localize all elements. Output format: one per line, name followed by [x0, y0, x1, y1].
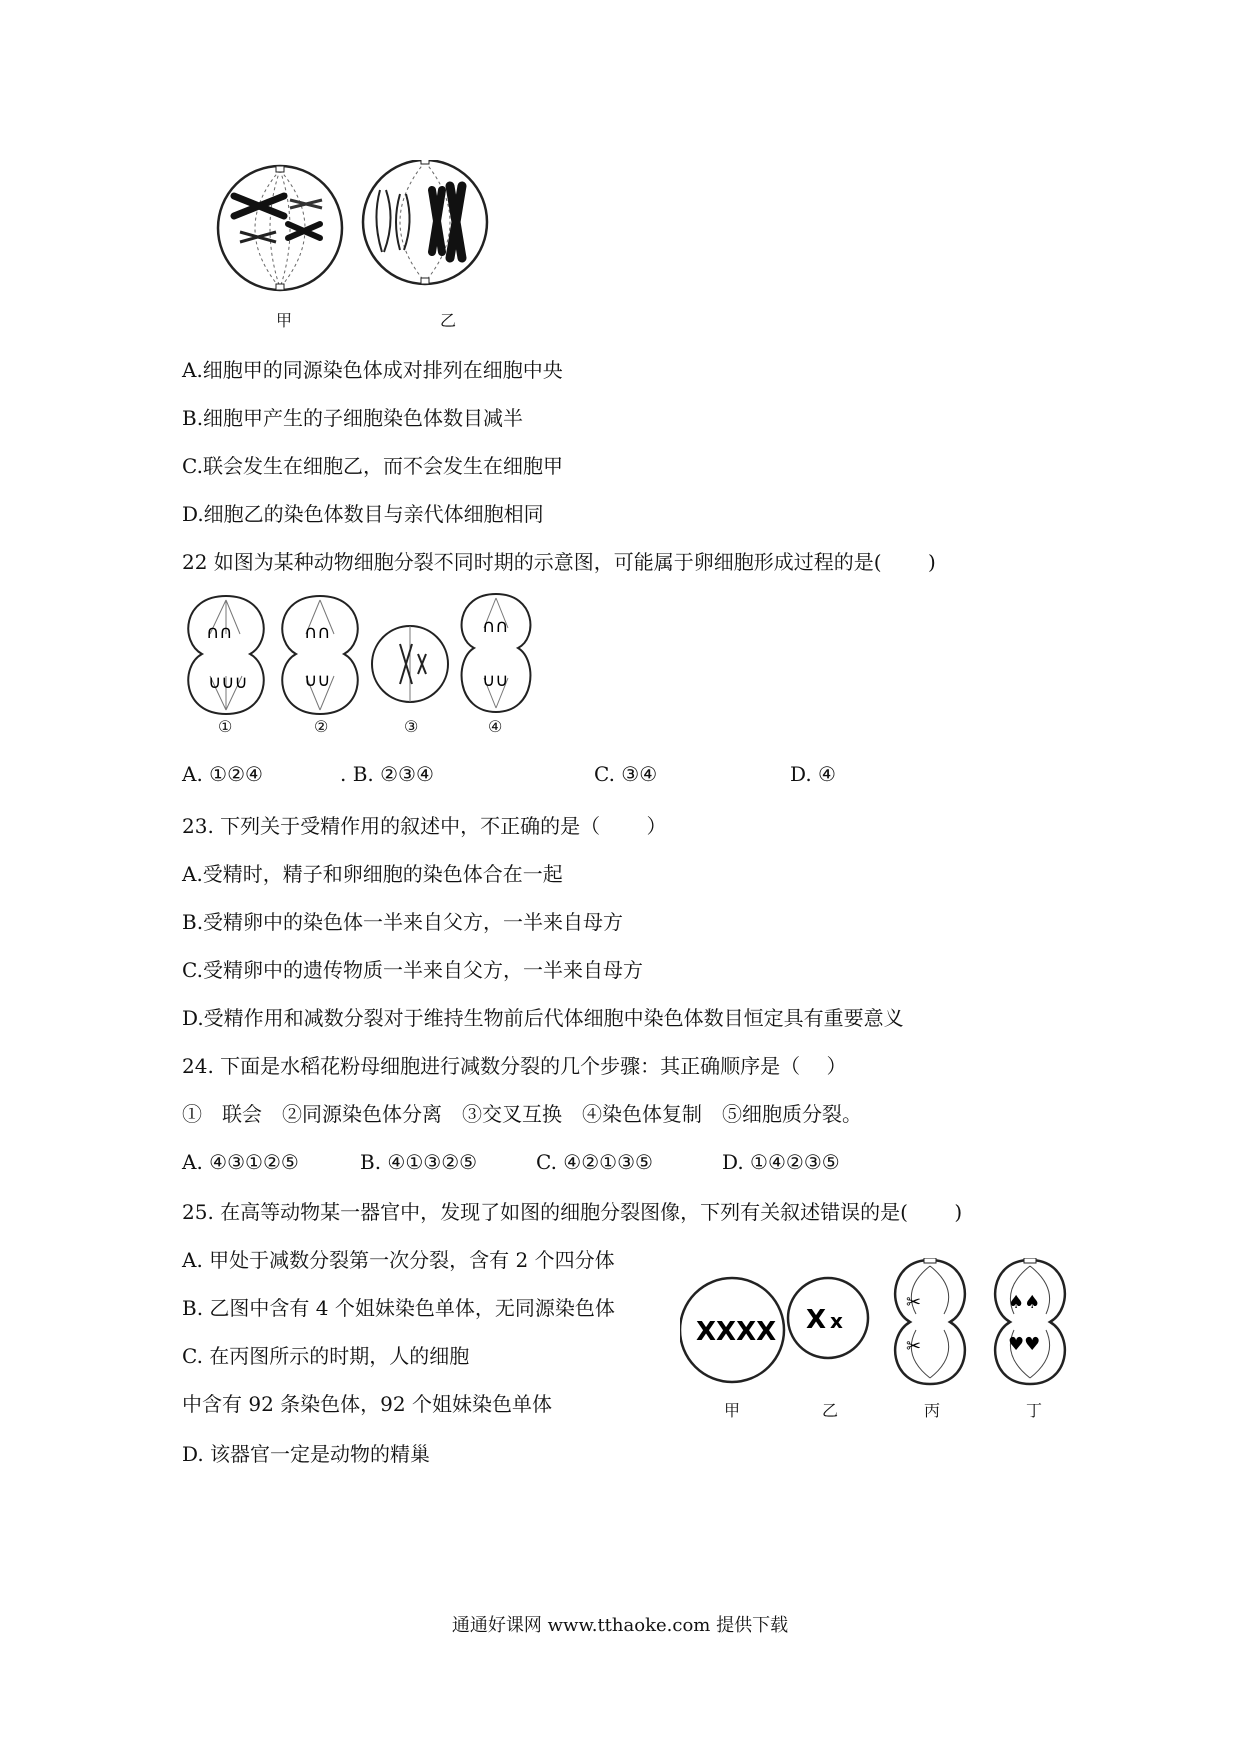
q24-option-c: C. ④②①③⑤	[536, 1150, 653, 1174]
svg-text:∪∪: ∪∪	[304, 670, 331, 691]
q25-cell-jia-icon	[680, 1278, 784, 1382]
svg-text:∩∩: ∩∩	[482, 616, 509, 637]
svg-text:x: x	[830, 1309, 843, 1333]
q21-caption-jia: 甲	[276, 311, 293, 330]
q21-cell-jia-icon	[218, 166, 342, 290]
q24-steps: ① 联会 ②同源染色体分离 ③交叉互换 ④染色体复制 ⑤细胞质分裂。	[182, 1102, 862, 1126]
q21-caption-yi: 乙	[440, 311, 457, 330]
q22-option-b: . B. ②③④	[340, 762, 434, 786]
q25-cell-ding-icon	[995, 1258, 1065, 1384]
svg-text:X: X	[806, 1305, 827, 1335]
q22-caption-3: ③	[404, 717, 419, 736]
q21-option-a: A.细胞甲的同源染色体成对排列在细胞中央	[182, 358, 563, 382]
q25-option-c: C. 在丙图所示的时期，人的细胞	[182, 1344, 470, 1368]
q21-cell-yi-icon	[363, 160, 487, 284]
q25-stem: 25. 在高等动物某一器官中，发现了如图的细胞分裂图像，下列有关叙述错误的是( )	[182, 1200, 963, 1224]
q25-caption-yi: 乙	[822, 1401, 839, 1420]
q23-option-a: A.受精时，精子和卵细胞的染色体合在一起	[182, 862, 563, 886]
q25-caption-jia: 甲	[724, 1401, 741, 1420]
q23-option-d: D.受精作用和减数分裂对于维持生物前后代体细胞中染色体数目恒定具有重要意义	[182, 1006, 904, 1030]
q21-option-d: D.细胞乙的染色体数目与亲代体细胞相同	[182, 502, 544, 526]
q23-stem: 23. 下列关于受精作用的叙述中，不正确的是（ ）	[182, 814, 667, 838]
svg-text:♠♠: ♠♠	[1008, 1292, 1041, 1313]
q22-cell-3-icon	[372, 626, 448, 702]
q22-caption-2: ②	[314, 717, 329, 736]
q22-figure	[180, 592, 560, 722]
q23-option-b: B.受精卵中的染色体一半来自父方，一半来自母方	[182, 910, 624, 934]
q23-option-c: C.受精卵中的遗传物质一半来自父方，一半来自母方	[182, 958, 643, 982]
q22-option-c: C. ③④	[594, 762, 658, 786]
q24-option-d: D. ①④②③⑤	[722, 1150, 840, 1174]
q25-option-b: B. 乙图中含有 4 个姐妹染色单体，无同源染色体	[182, 1296, 615, 1320]
q25-cell-bing-icon	[895, 1258, 965, 1384]
q25-cell-yi-icon	[788, 1278, 868, 1358]
q25-caption-bing: 丙	[924, 1401, 941, 1420]
svg-text:✂: ✂	[906, 1292, 922, 1313]
svg-text:∩∩: ∩∩	[304, 622, 331, 643]
q22-caption-4: ④	[488, 717, 503, 736]
q25-option-c-cont: 中含有 92 条染色体，92 个姐妹染色单体	[182, 1392, 552, 1416]
svg-text:✂: ✂	[906, 1336, 922, 1357]
q22-cell-4-icon	[462, 594, 531, 712]
q21-figure	[210, 160, 530, 300]
svg-text:XXXX: XXXX	[696, 1317, 777, 1347]
q21-option-b: B.细胞甲产生的子细胞染色体数目减半	[182, 406, 524, 430]
svg-text:∪∪∪: ∪∪∪	[208, 672, 248, 693]
q24-option-b: B. ④①③②⑤	[360, 1150, 478, 1174]
q22-cell-1-icon	[188, 596, 263, 714]
q22-option-a: A. ①②④	[182, 762, 263, 786]
q22-cell-2-icon	[282, 596, 357, 714]
svg-text:∪∪: ∪∪	[482, 670, 509, 691]
svg-text:∩∩: ∩∩	[206, 622, 233, 643]
footer-source: 通通好课网 www.tthaoke.com 提供下载	[451, 1615, 789, 1636]
q21-option-c: C.联会发生在细胞乙，而不会发生在细胞甲	[182, 454, 563, 478]
q22-stem: 22 如图为某种动物细胞分裂不同时期的示意图，可能属于卵细胞形成过程的是( )	[182, 550, 936, 574]
q25-option-d: D. 该器官一定是动物的精巢	[182, 1442, 431, 1466]
q25-caption-ding: 丁	[1026, 1401, 1043, 1420]
q22-option-d: D. ④	[790, 762, 836, 786]
q22-caption-1: ①	[218, 717, 233, 736]
q24-option-a: A. ④③①②⑤	[182, 1150, 299, 1174]
svg-text:♥♥: ♥♥	[1008, 1334, 1041, 1355]
q24-stem: 24. 下面是水稻花粉母细胞进行减数分裂的几个步骤：其正确顺序是（ ）	[182, 1054, 847, 1078]
q25-figure	[680, 1258, 1090, 1398]
q25-option-a: A. 甲处于减数分裂第一次分裂，含有 2 个四分体	[182, 1248, 615, 1272]
